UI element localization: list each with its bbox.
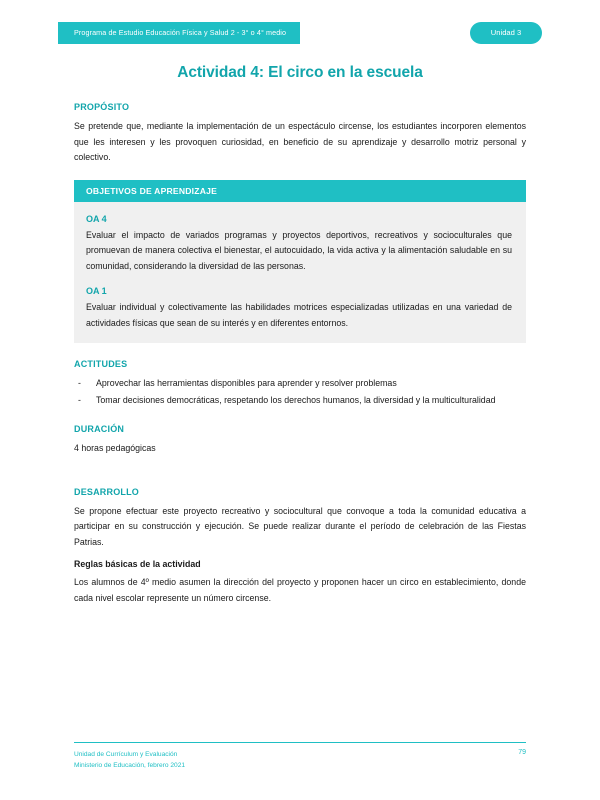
page-header bbox=[0, 22, 600, 44]
development-label: DESARROLLO bbox=[74, 486, 139, 497]
oa-code: OA 4 bbox=[86, 213, 107, 224]
unit-badge: Unidad 3 bbox=[470, 22, 542, 44]
oa-text: Evaluar el impacto de variados programas y proyectos deportivos, recreativos y socioculturales que promuevan de manera colectiva el bienestar, el autocuidado, la vida activa y la alimentación saludable en su comunidad, considerando la diversidad de las personas. bbox=[86, 229, 512, 271]
document-content bbox=[74, 64, 526, 615]
footer-text bbox=[74, 749, 185, 771]
duration-value: 4 horas pedagógicas bbox=[74, 443, 156, 453]
rules-heading: Reglas básicas de la actividad bbox=[74, 559, 201, 569]
footer-divider bbox=[74, 742, 526, 743]
development-section bbox=[74, 487, 526, 607]
page-number: 79 bbox=[518, 749, 526, 756]
footer-line-2: Ministerio de Educación, febrero 2021 bbox=[74, 762, 186, 769]
attitudes-label: ACTITUDES bbox=[74, 359, 128, 369]
oa-text: Evaluar individual y colectivamente las habilidades motrices especializadas utilizadas en una variedad de actividades físicas que sean de su interés y en diferentes entornos. bbox=[86, 302, 512, 328]
development-intro: Se propone efectuar este proyecto recreativo y sociocultural que convoque a toda la comunidad educativa a participar en su construcción y ejecución. Se puede realizar durante el período de celebración de las Fiestas Patrias. bbox=[74, 505, 526, 547]
learning-objectives-box bbox=[74, 180, 526, 344]
oa-code: OA 1 bbox=[86, 286, 107, 296]
purpose-text: Se pretende que, mediante la implementación de un espectáculo circense, los estudiantes incorporen elementos que les interesen y les provoquen curiosidad, en beneficio de su aprendizaje y desarrollo motriz personal y colectivo. bbox=[74, 121, 526, 162]
program-banner: Programa de Estudio Educación Física y Salud 2 - 3° o 4° medio bbox=[58, 22, 300, 44]
footer-line-1: Unidad de Currículum y Evaluación bbox=[74, 751, 178, 758]
rules-text: Los alumnos de 4º medio asumen la dirección del proyecto y proponen hacer un circo en establecimiento, donde cada nivel escolar represente un número circense. bbox=[74, 577, 526, 603]
duration-section bbox=[74, 424, 526, 457]
attitudes-list bbox=[74, 376, 526, 408]
duration-label: DURACIÓN bbox=[74, 424, 125, 434]
purpose-label: PROPÓSITO bbox=[74, 102, 130, 112]
attitudes-section bbox=[74, 359, 526, 408]
page-title: Actividad 4: El circo en la escuela bbox=[177, 64, 423, 81]
list-item: - Aprovechar las herramientas disponibles para aprender y resolver problemas bbox=[74, 376, 526, 392]
list-item: - Tomar decisiones democráticas, respetando los derechos humanos, la diversidad y la multiculturalidad bbox=[74, 393, 526, 409]
learning-objectives-header: OBJETIVOS DE APRENDIZAJE bbox=[74, 180, 526, 202]
